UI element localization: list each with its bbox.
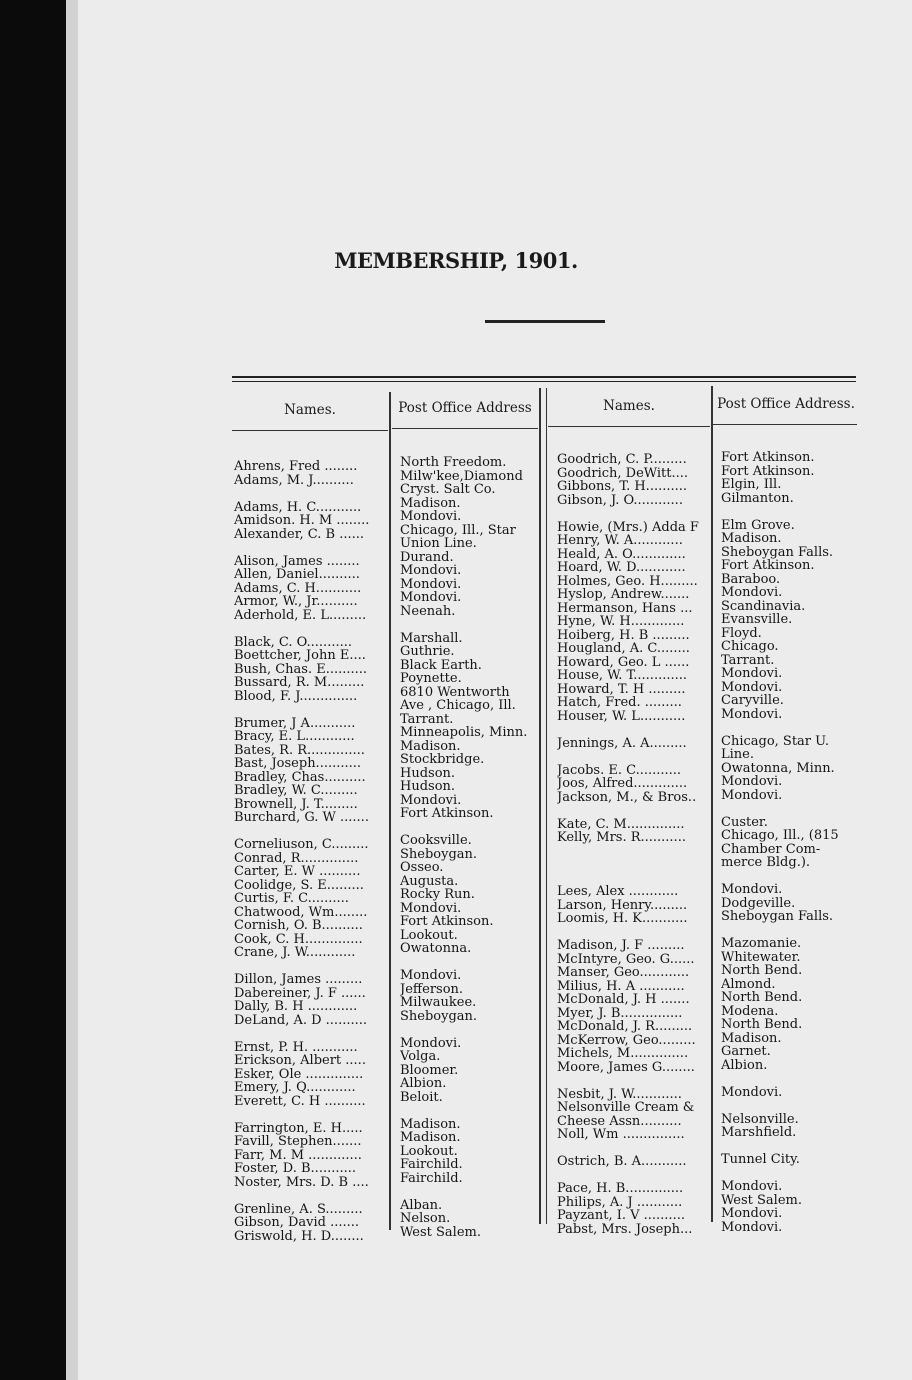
member-name: Aderhold, E. L......... [234, 608, 367, 622]
member-name: Boettcher, John E.... [234, 649, 366, 663]
member-name: Brumer, J A........... [234, 716, 356, 730]
member-name: Crane, J. W............ [234, 946, 356, 960]
member-name: Manser, Geo............ [557, 966, 690, 980]
member-name: Dabereiner, J. F ...... [234, 986, 366, 1000]
member-address: Hudson. [400, 766, 456, 780]
member-address: Mondovi. [721, 680, 783, 694]
member-address: Mondovi. [400, 510, 462, 524]
member-address: Mondovi. [400, 969, 462, 983]
member-address: Mondovi. [721, 775, 783, 789]
member-name: Jennings, A. A......... [557, 736, 687, 750]
member-name: Hermanson, Hans ... [557, 601, 693, 615]
member-name: Cheese Assn.......... [557, 1114, 682, 1128]
member-name: Nelsonville Cream & [557, 1101, 695, 1115]
header-underline-4 [713, 424, 857, 425]
right-names-column [557, 453, 709, 1236]
member-address: Augusta. [400, 874, 459, 888]
member-name: Carter, E. W .......... [234, 865, 361, 879]
member-name: Alison, James ........ [234, 554, 360, 568]
member-name: Bradley, W. C......... [234, 784, 358, 798]
member-name: Corneliuson, C......... [234, 838, 369, 852]
member-name: Coolidge, S. E......... [234, 878, 364, 892]
member-address: Fairchild. [400, 1158, 463, 1172]
member-address: Madison. [721, 532, 782, 546]
member-address: Ave , Chicago, Ill. [400, 699, 516, 713]
member-address: Sheboygan Falls. [721, 910, 834, 924]
member-name: Gibson, J. O............ [557, 493, 683, 507]
member-name: Cornish, O. B.......... [234, 919, 363, 933]
member-address: North Bend. [721, 964, 803, 978]
member-address [400, 821, 538, 835]
member-address: Milw'kee,Diamond [400, 469, 523, 483]
member-address: Beloit. [400, 1090, 443, 1104]
member-address: Alban. [400, 1198, 443, 1212]
member-address [400, 1185, 538, 1199]
member-address: Chamber Com- [721, 842, 821, 856]
member-name [557, 750, 709, 764]
member-address: Bloomer. [400, 1063, 459, 1077]
member-address: Jefferson. [400, 982, 464, 996]
member-address [400, 956, 538, 970]
member-name: Foster, D. B........... [234, 1162, 357, 1176]
member-address: Madison. [400, 1117, 461, 1131]
member-name: House, W. T............. [557, 669, 687, 683]
member-name: Bush, Chas. E.......... [234, 662, 368, 676]
member-address: Mondovi. [400, 564, 462, 578]
member-name: McKerrow, Geo......... [557, 1033, 696, 1047]
member-name: Howie, (Mrs.) Adda F [557, 520, 699, 534]
member-address: Tarrant. [400, 712, 454, 726]
member-name: Farr, M. M ............. [234, 1148, 362, 1162]
member-address: Mondovi. [400, 591, 462, 605]
member-address: Rocky Run. [400, 888, 475, 902]
member-address: Fort Atkinson. [721, 559, 815, 573]
member-address: Scandinavia. [721, 599, 806, 613]
member-address: Madison. [400, 496, 461, 510]
member-name [557, 926, 709, 940]
member-name: Grenline, A. S......... [234, 1202, 363, 1216]
member-address: Whitewater. [721, 950, 801, 964]
member-name: Burchard, G. W ....... [234, 811, 369, 825]
member-name: Dally, B. H ............ [234, 1000, 358, 1014]
member-address: Almond. [721, 977, 776, 991]
member-name: McDonald, J. R......... [557, 1020, 693, 1034]
member-name: McDonald, J. H ....... [557, 993, 690, 1007]
member-name [234, 960, 388, 974]
member-name: Esker, Ole .............. [234, 1067, 364, 1081]
member-address: North Bend. [721, 1018, 803, 1032]
member-name: Jackson, M., & Bros.. [557, 790, 697, 804]
member-address: Mondovi. [400, 577, 462, 591]
member-address: West Salem. [721, 1193, 802, 1207]
member-address: Baraboo. [721, 572, 781, 586]
member-address: Volga. [400, 1050, 441, 1064]
member-name: Moore, James G........ [557, 1060, 695, 1074]
header-underline-3 [548, 426, 710, 427]
member-name: Bradley, Chas.......... [234, 770, 366, 784]
member-address: Chicago. [721, 640, 779, 654]
member-name: Henry, W. A............ [557, 534, 683, 548]
member-address: Sheboygan. [400, 1009, 478, 1023]
member-name [234, 487, 388, 501]
member-name: Madison, J. F ......... [557, 939, 685, 953]
member-name: Adams, H. C........... [234, 500, 362, 514]
member-address [721, 505, 857, 519]
member-address: Mondovi. [721, 788, 783, 802]
member-address: Mazomanie. [721, 937, 802, 951]
member-name: Myer, J. B............... [557, 1006, 683, 1020]
member-address: Floyd. [721, 626, 762, 640]
member-name [234, 541, 388, 555]
member-name: Favill, Stephen....... [234, 1135, 362, 1149]
member-name: Gibbons, T. H.......... [557, 480, 688, 494]
member-address: Madison. [400, 1131, 461, 1145]
member-name: Ostrich, B. A........... [557, 1155, 687, 1169]
member-name [234, 1108, 388, 1122]
header-underline-1 [232, 430, 388, 431]
member-name: Alexander, C. B ...... [234, 527, 364, 541]
member-name: Holmes, Geo. H......... [557, 574, 698, 588]
member-name: Hoard, W. D............ [557, 561, 686, 575]
member-address: Mondovi. [721, 1207, 783, 1221]
member-address [400, 1023, 538, 1037]
member-address [721, 1099, 857, 1113]
table-top-rule-thin [232, 381, 856, 382]
member-name: Howard, Geo. L ...... [557, 655, 690, 669]
member-name [557, 1142, 709, 1156]
member-name: Goodrich, DeWitt.... [557, 466, 689, 480]
member-name: Ahrens, Fred ........ [234, 460, 358, 474]
member-address: Owatonna. [400, 942, 472, 956]
member-address: Tarrant. [721, 653, 775, 667]
member-name: Bast, Joseph........... [234, 757, 362, 771]
column-divider-2 [539, 388, 541, 1224]
member-address: 6810 Wentworth [400, 685, 510, 699]
member-name: Payzant, I. V .......... [557, 1209, 685, 1223]
member-name [557, 723, 709, 737]
member-name: Armor, W., Jr.......... [234, 595, 358, 609]
member-name: Lees, Alex ............ [557, 885, 679, 899]
member-address: Cooksville. [400, 834, 472, 848]
member-address [721, 1072, 857, 1086]
member-address: Caryville. [721, 694, 784, 708]
member-address: Fairchild. [400, 1171, 463, 1185]
member-name [234, 1027, 388, 1041]
member-address: Poynette. [400, 672, 462, 686]
member-name: Brownell, J. T......... [234, 797, 358, 811]
header-underline-2 [392, 428, 538, 429]
member-name: Noster, Mrs. D. B .... [234, 1175, 369, 1189]
member-address: Albion. [721, 1058, 768, 1072]
member-address: Nelsonville. [721, 1112, 799, 1126]
member-address [721, 721, 857, 735]
member-name [557, 872, 709, 886]
member-address: North Freedom. [400, 456, 507, 470]
member-address: Cryst. Salt Co. [400, 483, 496, 497]
member-address: Dodgeville. [721, 896, 796, 910]
member-address: Gilmanton. [721, 491, 794, 505]
member-name: Philips, A. J ........... [557, 1195, 683, 1209]
member-address: Minneapolis, Minn. [400, 726, 528, 740]
member-address: Madison. [721, 1031, 782, 1045]
column-divider-3 [711, 386, 713, 1222]
member-name: Gibson, David ....... [234, 1216, 360, 1230]
member-name [557, 845, 709, 859]
member-address [721, 1167, 857, 1181]
member-name: Adams, M. J.......... [234, 473, 354, 487]
member-name: Loomis, H. K........... [557, 912, 688, 926]
member-address: Tunnel City. [721, 1153, 800, 1167]
member-address: Chicago, Star U. [721, 734, 830, 748]
member-name: Blood, F. J.............. [234, 689, 358, 703]
member-address: Mondovi. [400, 793, 462, 807]
member-name [557, 507, 709, 521]
member-address: Marshall. [400, 631, 463, 645]
member-name: Curtis, F. C.......... [234, 892, 349, 906]
member-address: Mondovi. [721, 1220, 783, 1234]
member-address: Hudson. [400, 780, 456, 794]
member-address: Sheboygan. [400, 847, 478, 861]
member-address: Modena. [721, 1004, 779, 1018]
member-address: Elgin, Ill. [721, 478, 782, 492]
member-address: Mondovi. [400, 1036, 462, 1050]
member-name: Michels, M.............. [557, 1047, 689, 1061]
member-name: Everett, C. H .......... [234, 1094, 366, 1108]
right-address-column [721, 451, 857, 1234]
member-address [721, 924, 857, 938]
member-address: Lookout. [400, 928, 458, 942]
header-left-address: Post Office Address [398, 400, 532, 416]
table-top-rule [232, 376, 856, 378]
member-name: Adams, C. H........... [234, 581, 362, 595]
member-address: merce Bldg.). [721, 856, 811, 870]
member-address [721, 870, 857, 884]
member-address: Marshfield. [721, 1126, 797, 1140]
member-name: Griswold, H. D........ [234, 1229, 364, 1243]
member-address: Black Earth. [400, 658, 482, 672]
member-address: Chicago, Ill., Star [400, 523, 516, 537]
member-address: Mondovi. [400, 901, 462, 915]
member-name: Houser, W. L........... [557, 709, 686, 723]
member-address: Milwaukee. [400, 996, 477, 1010]
page-title: MEMBERSHIP, 1901. [334, 248, 578, 273]
member-address: Garnet. [721, 1045, 771, 1059]
member-address [400, 618, 538, 632]
member-name: Amidson. H. M ........ [234, 514, 370, 528]
member-name [557, 1169, 709, 1183]
member-name [234, 1189, 388, 1203]
member-address: Madison. [400, 739, 461, 753]
member-name: Dillon, James ......... [234, 973, 363, 987]
member-address [721, 802, 857, 816]
member-address [721, 1140, 857, 1154]
member-name: Hatch, Fred. ......... [557, 696, 682, 710]
member-name: Howard, T. H ......... [557, 682, 686, 696]
member-address: Mondovi. [721, 586, 783, 600]
member-address: Chicago, Ill., (815 [721, 829, 839, 843]
member-name: Cook, C. H.............. [234, 932, 363, 946]
member-name: Nesbit, J. W............ [557, 1087, 682, 1101]
member-name: Ernst, P. H. ........... [234, 1040, 358, 1054]
title-rule [485, 320, 605, 323]
member-name: Noll, Wm ............... [557, 1128, 685, 1142]
member-address: Albion. [400, 1077, 447, 1091]
member-name: Milius, H. A ........... [557, 979, 685, 993]
member-address: Sheboygan Falls. [721, 545, 834, 559]
member-address: Mondovi. [721, 707, 783, 721]
member-name: Larson, Henry......... [557, 898, 688, 912]
member-name: Bracy, E. L............ [234, 730, 355, 744]
member-address: Mondovi. [721, 1180, 783, 1194]
member-address: Evansville. [721, 613, 793, 627]
member-name: DeLand, A. D .......... [234, 1013, 367, 1027]
page-edge [66, 0, 78, 1380]
member-name: Kelly, Mrs. R........... [557, 831, 686, 845]
member-name: Hoiberg, H. B ......... [557, 628, 690, 642]
member-address: Fort Atkinson. [400, 915, 494, 929]
member-address: Nelson. [400, 1212, 451, 1226]
member-address: Line. [721, 748, 754, 762]
member-name: Emery, J. Q............ [234, 1081, 356, 1095]
member-address: Osseo. [400, 861, 444, 875]
member-address: Neenah. [400, 604, 456, 618]
member-address: Fort Atkinson. [721, 451, 815, 465]
left-names-column [234, 460, 388, 1243]
member-name [234, 825, 388, 839]
header-right-address: Post Office Address. [717, 396, 855, 412]
member-name: Farrington, E. H..... [234, 1121, 363, 1135]
member-name: Hyslop, Andrew....... [557, 588, 690, 602]
member-name: Bussard, R. M......... [234, 676, 365, 690]
member-address: Mondovi. [721, 1085, 783, 1099]
member-address: Elm Grove. [721, 518, 795, 532]
left-address-column [400, 456, 538, 1239]
member-name: Hougland, A. C........ [557, 642, 690, 656]
member-name: Pabst, Mrs. Joseph... [557, 1222, 693, 1236]
member-address: Mondovi. [721, 667, 783, 681]
header-left-names: Names. [284, 402, 336, 418]
member-name: Jacobs. E. C........... [557, 763, 682, 777]
member-address: Stockbridge. [400, 753, 485, 767]
member-address: Mondovi. [721, 883, 783, 897]
column-divider-2b [546, 388, 547, 1224]
member-name: Hyne, W. H............. [557, 615, 685, 629]
member-address: Union Line. [400, 537, 477, 551]
member-address: Fort Atkinson. [721, 464, 815, 478]
column-divider-1 [389, 392, 391, 1230]
member-address [400, 1104, 538, 1118]
member-name [234, 622, 388, 636]
header-right-names: Names. [603, 398, 655, 414]
member-name: Kate, C. M.............. [557, 817, 685, 831]
member-name: Pace, H. B.............. [557, 1182, 684, 1196]
member-address: Custer. [721, 815, 768, 829]
member-address: Owatonna, Minn. [721, 761, 835, 775]
member-name: Conrad, R.............. [234, 851, 359, 865]
member-address: West Salem. [400, 1225, 481, 1239]
member-address: Fort Atkinson. [400, 807, 494, 821]
member-name: Joos, Alfred............. [557, 777, 688, 791]
member-name: Chatwood, Wm........ [234, 905, 368, 919]
member-name: Bates, R. R.............. [234, 743, 365, 757]
member-address: Guthrie. [400, 645, 455, 659]
member-name: Heald, A. O............. [557, 547, 686, 561]
member-name [557, 1074, 709, 1088]
member-name: McIntyre, Geo. G...... [557, 952, 695, 966]
member-name [234, 703, 388, 717]
member-name [557, 858, 709, 872]
member-address: Durand. [400, 550, 454, 564]
member-name [557, 804, 709, 818]
member-name: Erickson, Albert ..... [234, 1054, 366, 1068]
member-address: North Bend. [721, 991, 803, 1005]
member-address: Lookout. [400, 1144, 458, 1158]
member-name: Allen, Daniel.......... [234, 568, 360, 582]
member-name: Goodrich, C. P......... [557, 453, 687, 467]
member-name: Black, C. O........... [234, 635, 352, 649]
